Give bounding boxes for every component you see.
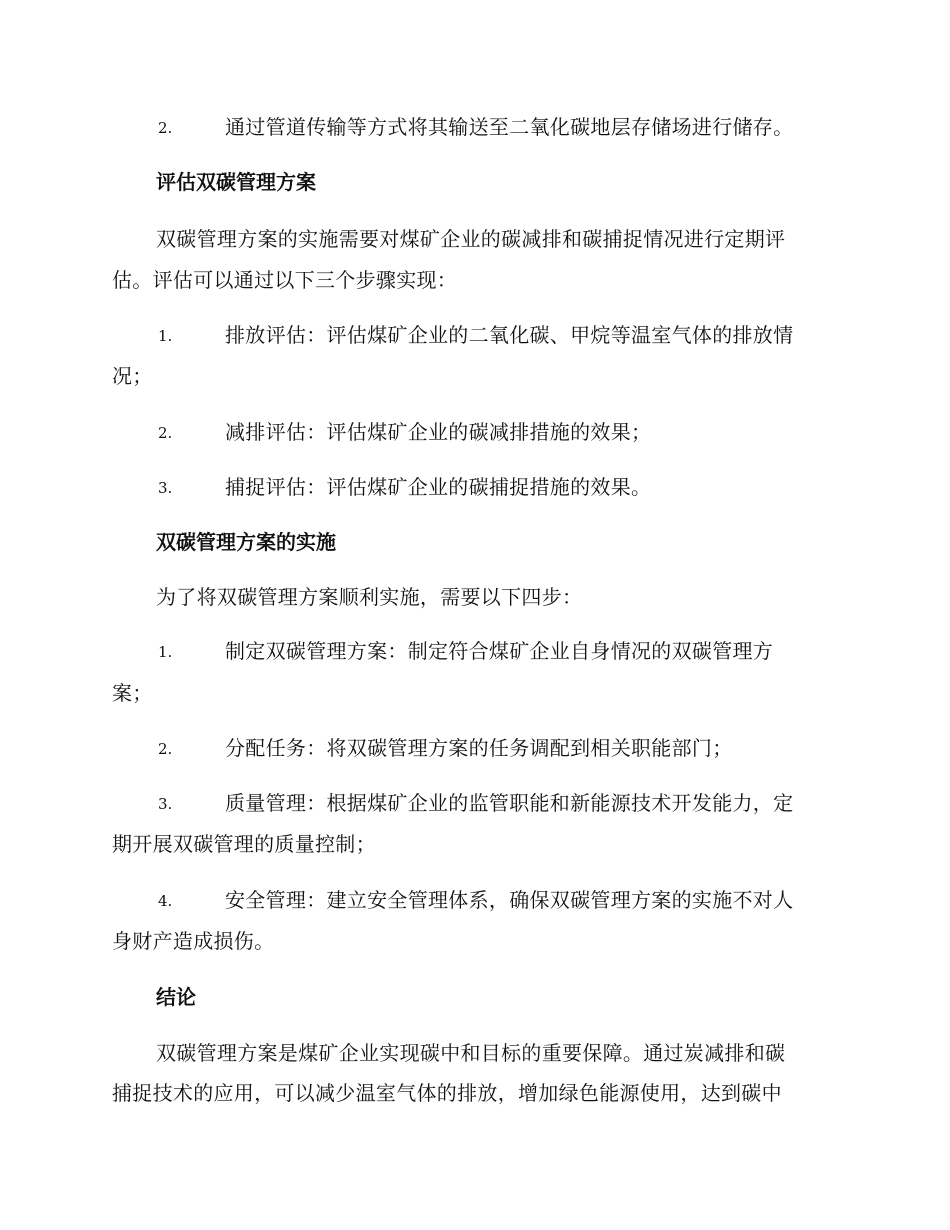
paragraph-line: 估。评估可以通过以下三个步骤实现： <box>112 268 458 292</box>
list-item-number: 4. <box>158 892 173 910</box>
list-item-text: 制定双碳管理方案：制定符合煤矿企业自身情况的双碳管理方 <box>225 639 774 663</box>
list-item-text: 减排评估：评估煤矿企业的碳减排措施的效果； <box>225 420 652 444</box>
list-item-number: 2. <box>158 424 173 442</box>
list-item-text: 分配任务：将双碳管理方案的任务调配到相关职能部门； <box>225 736 733 760</box>
paragraph-line: 双碳管理方案的实施需要对煤矿企业的碳减排和碳捕捉情况进行定期评 <box>156 227 786 251</box>
list-item-text: 质量管理：根据煤矿企业的监管职能和新能源技术开发能力，定 <box>225 791 794 815</box>
list-item-number: 1. <box>158 643 173 661</box>
list-item-number: 3. <box>158 479 173 497</box>
list-item-number: 3. <box>158 795 173 813</box>
list-item-number: 1. <box>158 327 173 345</box>
list-item-text: 排放评估：评估煤矿企业的二氧化碳、甲烷等温室气体的排放情 <box>225 323 794 347</box>
paragraph-line: 为了将双碳管理方案顺利实施，需要以下四步： <box>156 585 583 609</box>
list-item-text: 况； <box>112 364 153 388</box>
section-heading-conclusion: 结论 <box>156 985 196 1009</box>
list-item-text: 案； <box>112 681 153 705</box>
section-heading-assess: 评估双碳管理方案 <box>156 170 316 194</box>
paragraph-line: 双碳管理方案是煤矿企业实现碳中和目标的重要保障。通过炭减排和碳 <box>156 1041 786 1065</box>
section-heading-implement: 双碳管理方案的实施 <box>156 530 336 554</box>
list-item-text: 捕捉评估：评估煤矿企业的碳捕捉措施的效果。 <box>225 475 652 499</box>
list-item-number: 2. <box>158 740 173 758</box>
list-item-text: 身财产造成损伤。 <box>112 929 275 953</box>
list-item-text: 通过管道传输等方式将其输送至二氧化碳地层存储场进行储存。 <box>225 115 794 139</box>
list-item-text: 安全管理：建立安全管理体系，确保双碳管理方案的实施不对人 <box>225 888 794 912</box>
list-item-number: 2. <box>158 119 173 137</box>
list-item-text: 期开展双碳管理的质量控制； <box>112 832 376 856</box>
paragraph-line: 捕捉技术的应用，可以减少温室气体的排放，增加绿色能源使用，达到碳中 <box>112 1081 782 1105</box>
